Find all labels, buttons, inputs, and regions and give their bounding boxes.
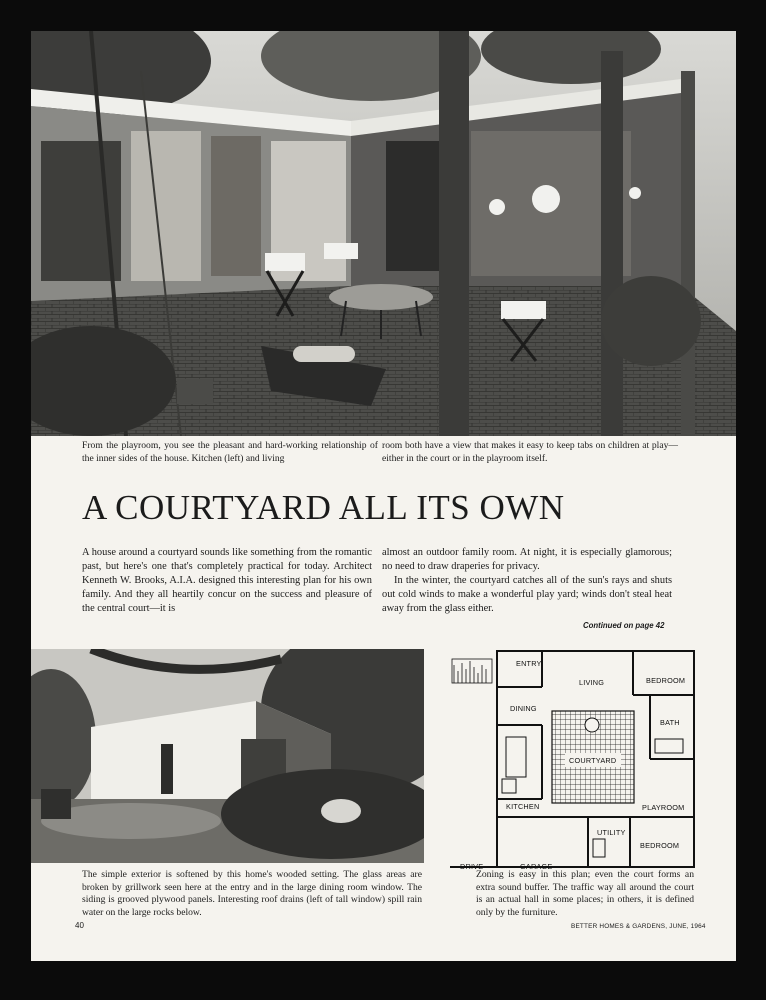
exterior-photo-caption: The simple exterior is softened by this home's wooded setting. The glass areas are broken by grillwork seen here at the entry and in the large dining room window. The siding is grooved plywood panels. Interesting roof drains (left of tall window) spill rain water on the large rocks below. bbox=[82, 869, 422, 918]
plan-label-drive: DRIVE bbox=[460, 862, 484, 871]
plan-label-courtyard: COURTYARD bbox=[569, 756, 617, 765]
plan-label-kitchen: KITCHEN bbox=[506, 802, 540, 811]
body-column-right bbox=[382, 546, 672, 616]
magazine-page bbox=[31, 31, 736, 961]
floor-plan bbox=[450, 649, 696, 875]
plan-caption: Zoning is easy in this plan; even the court forms an extra sound buffer. The traffic way all around the court is an actual hall in some places; in others, it is defined only by the furniture. bbox=[476, 869, 694, 918]
plan-label-playroom: PLAYROOM bbox=[642, 803, 685, 812]
plan-label-garage: GARAGE bbox=[520, 862, 553, 871]
body-paragraph-3: In the winter, the courtyard catches all of the sun's rays and shuts out cold winds to make a wonderful play yard; winds don't steal heat away from the glass either. bbox=[382, 574, 672, 614]
exterior-photo bbox=[31, 649, 424, 863]
body-column-left bbox=[82, 546, 372, 616]
courtyard-photo-caption-right: room both have a view that makes it easy to keep tabs on children at play—either in the court or in the playroom itself. bbox=[382, 440, 678, 464]
body-paragraph-1: A house around a courtyard sounds like something from the romantic past, but here's one that's completely practical for today. Architect Kenneth W. Brooks, A.I.A. designed this interesting plan for his own family. And they all heartily concur on the success and pleasure of the central court—it is bbox=[82, 547, 372, 614]
article-headline: A COURTYARD ALL ITS OWN bbox=[82, 488, 565, 527]
magazine-source: BETTER HOMES & GARDENS, JUNE, 1964 bbox=[571, 923, 706, 930]
plan-label-utility: UTILITY bbox=[597, 828, 626, 837]
courtyard-photo-caption-left: From the playroom, you see the pleasant and hard-working relationship of the inner sides of the house. Kitchen (left) and living bbox=[82, 440, 378, 464]
courtyard-photo bbox=[31, 31, 736, 436]
body-paragraph-2: almost an outdoor family room. At night, it is especially glamorous; no need to draw draperies for privacy. bbox=[382, 547, 672, 572]
page-number: 40 bbox=[75, 921, 84, 930]
plan-label-bedroom-bottom: BEDROOM bbox=[640, 841, 680, 850]
plan-label-bath: BATH bbox=[660, 718, 680, 727]
plan-label-bedroom-top: BEDROOM bbox=[646, 676, 686, 685]
continued-note: Continued on page 42 bbox=[583, 621, 665, 630]
plan-label-living: LIVING bbox=[579, 678, 605, 687]
plan-label-dining: DINING bbox=[510, 704, 537, 713]
plan-label-entry: ENTRY bbox=[516, 659, 542, 668]
